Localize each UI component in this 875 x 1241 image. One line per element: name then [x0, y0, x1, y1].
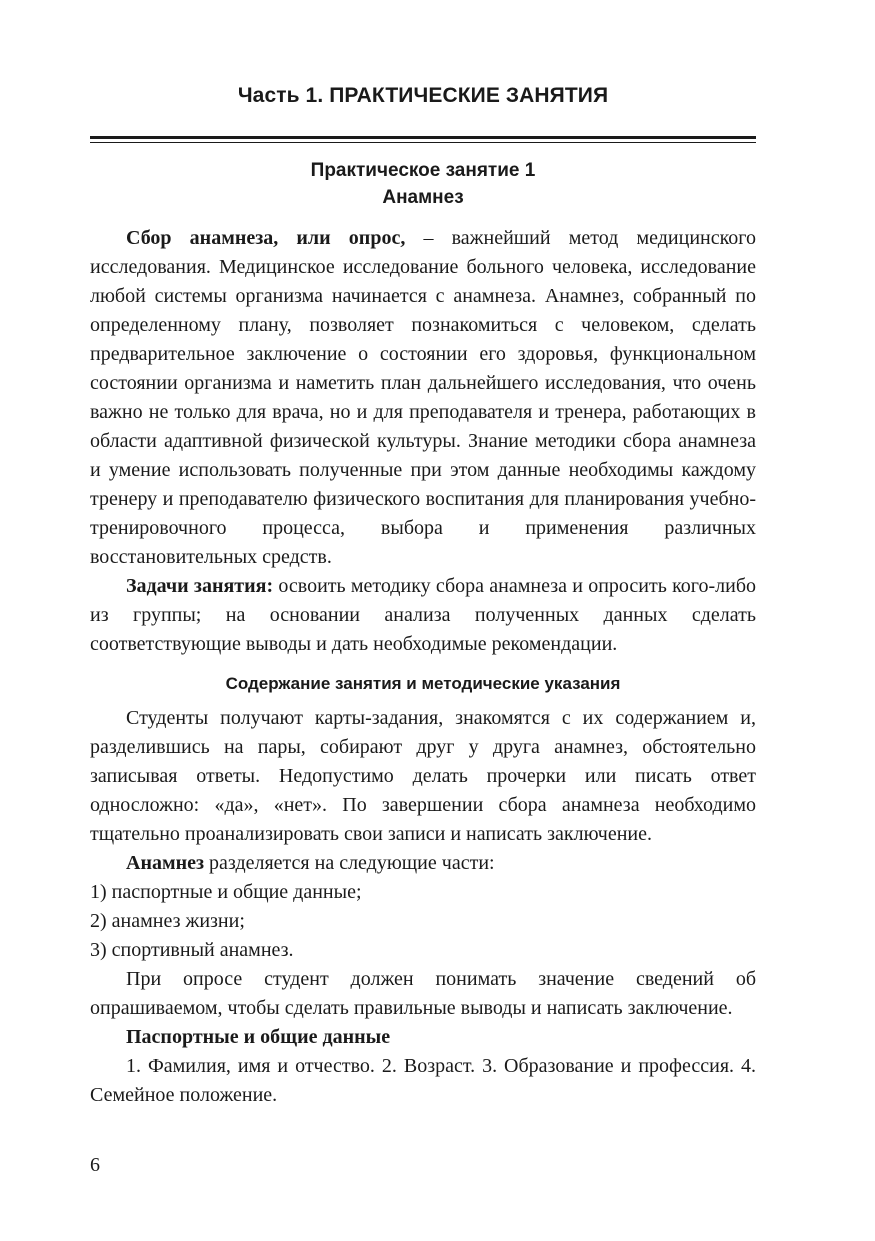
lesson-title-line2: Анамнез — [382, 187, 464, 208]
tasks-text: освоить методику сбора анамнеза и опросить кого-либо из группы; на основании анализа полученных данных сделать соответствующие выводы и дать необходимые рекомендации. — [90, 575, 757, 655]
page-number: 6 — [90, 1154, 100, 1176]
part-title: Часть 1. ПРАКТИЧЕСКИЕ ЗАНЯТИЯ — [237, 84, 609, 107]
anamnesis-paragraph — [90, 849, 756, 878]
header-rule-thick — [90, 136, 756, 139]
intro-text: – важнейший метод медицинского исследования. Медицинское исследование больного человека, исследование любой системы организма начинается с анамнеза. Анамнез, собранный по определенному плану, позволяет познакомиться с человеком, сделать предварительное заключение о состоянии его здоровья, функциональном состоянии организма и наметить план дальнейшего исследования, что очень важно не только для врача, но и для преподавателя и тренера, работающих в области адаптивной физической культуры. Знание методики сбора анамнеза и умение использовать полученные при этом данные необходимы каждому тренеру и преподавателю физического воспитания для планирования учебно-тренировочного процесса, выбора и применения различных восстановительных средств. — [90, 227, 757, 568]
lesson-title — [90, 157, 756, 211]
list-item: 1) паспортные и общие данные; — [90, 881, 362, 903]
passport-paragraph: 1. Фамилия, имя и отчество. 2. Возраст. 3. Образование и профессия. 4. Семейное положение. — [90, 1055, 756, 1106]
content-section-heading: Содержание занятия и методические указания — [225, 674, 621, 693]
tasks-label: Задачи занятия: — [126, 575, 274, 597]
content-paragraph: Студенты получают карты-задания, знакомятся с их содержанием и, разделившись на пары, собирают друг у друга анамнез, обстоятельно записывая ответы. Недопустимо делать прочерки или писать ответ односложно: «да», «нет». По завершении сбора анамнеза необходимо тщательно проанализировать свои записи и написать заключение. — [90, 707, 756, 845]
intro-term: Сбор анамнеза, или опрос, — [126, 227, 406, 249]
tasks-paragraph — [90, 572, 756, 659]
header-rule-thin — [90, 142, 756, 143]
anamnesis-label: Анамнез — [126, 852, 205, 874]
list-item: 2) анамнез жизни; — [90, 910, 245, 932]
list-item: 3) спортивный анамнез. — [90, 939, 294, 961]
passport-section-heading: Паспортные и общие данные — [126, 1026, 391, 1048]
survey-paragraph: При опросе студент должен понимать значение сведений об опрашиваемом, чтобы сделать правильные выводы и написать заключение. — [90, 968, 756, 1019]
anamnesis-text: разделяется на следующие части: — [204, 852, 495, 874]
body-text — [90, 224, 756, 1110]
intro-paragraph — [90, 224, 756, 572]
lesson-title-line1: Практическое занятие 1 — [310, 160, 536, 181]
